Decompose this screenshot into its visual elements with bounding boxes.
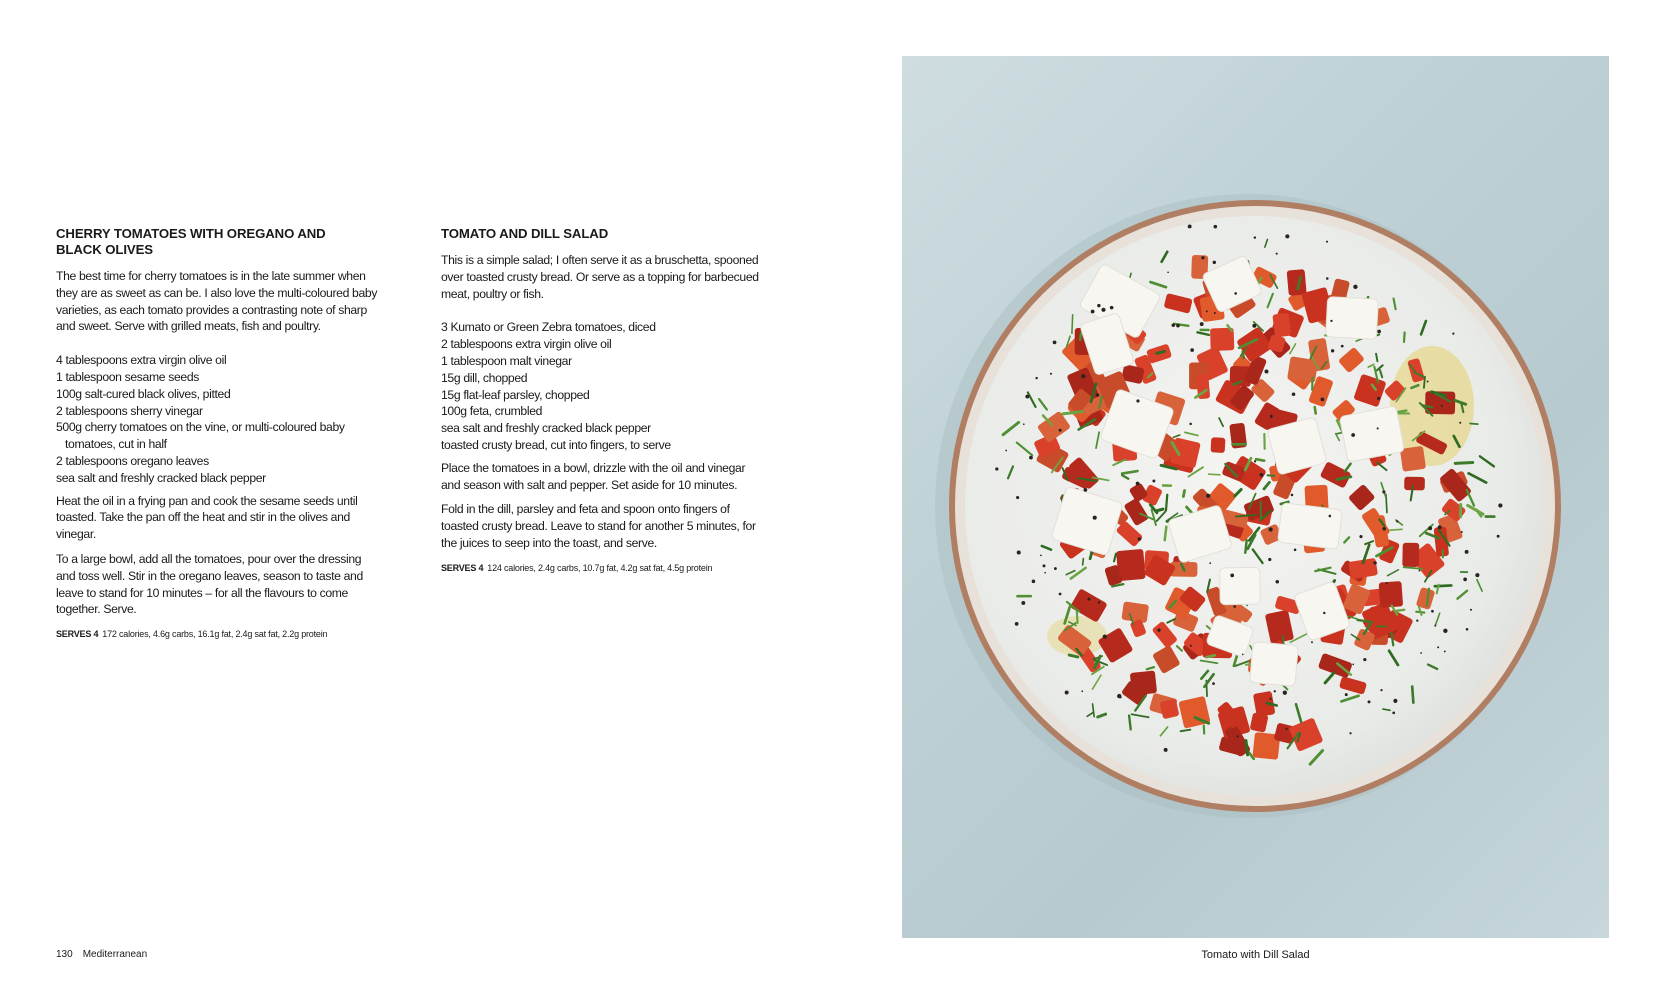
pepper-speck (1054, 567, 1057, 570)
pepper-speck (1189, 423, 1192, 426)
pepper-speck (1252, 324, 1256, 328)
pepper-speck (1416, 619, 1418, 621)
ingredient-item: 15g flat-leaf parsley, chopped (441, 387, 590, 402)
pepper-speck (1349, 732, 1351, 734)
pepper-speck (1368, 700, 1371, 703)
pepper-speck (1465, 550, 1469, 554)
page-number: 130 (56, 949, 73, 960)
pepper-speck (1188, 225, 1192, 229)
pepper-speck (1065, 691, 1069, 695)
pepper-speck (1419, 570, 1421, 572)
herb-leaf (1209, 474, 1220, 475)
ingredient-item: 2 tablespoons sherry vinegar (56, 403, 203, 418)
pepper-speck (1081, 374, 1085, 378)
pepper-speck (1443, 629, 1447, 633)
serves-label: SERVES 4 (441, 562, 484, 573)
pepper-speck (1396, 520, 1398, 522)
pepper-speck (1023, 423, 1025, 425)
pepper-speck (1213, 261, 1216, 264)
pepper-speck (1497, 535, 1500, 538)
pepper-speck (1209, 562, 1211, 564)
pepper-speck (1167, 271, 1169, 273)
method-step: To a large bowl, add all the tomatoes, pour over the dressing and toss well. Stir in the oregano leaves, season to taste and leave to stand for 10 minutes – for all the flavours to come together. Serve. (56, 551, 363, 617)
pepper-speck (1087, 598, 1090, 601)
pepper-speck (1466, 628, 1469, 631)
pepper-speck (1377, 397, 1380, 400)
pepper-speck (1260, 473, 1264, 477)
herb-leaf (1157, 351, 1165, 353)
ingredient-list (56, 352, 382, 486)
method-step: Place the tomatoes in a bowl, drizzle with the oil and vinegar and season with salt and pepper. Set aside for 10 minutes. (441, 460, 746, 492)
pepper-speck (1438, 525, 1442, 529)
pepper-speck (1463, 578, 1467, 582)
pepper-speck (1021, 601, 1025, 605)
recipe-title (441, 226, 767, 242)
pepper-speck (1294, 548, 1297, 551)
pepper-speck (1452, 332, 1454, 334)
ingredient-item: sea salt and freshly cracked black pepper (441, 421, 651, 436)
pepper-speck (1091, 310, 1095, 314)
pepper-speck (1040, 555, 1042, 557)
tomato-chunk (1211, 437, 1226, 453)
pepper-speck (1292, 392, 1296, 396)
tomato-chunk (1121, 601, 1149, 623)
pepper-speck (1265, 370, 1269, 374)
herb-leaf (1397, 610, 1404, 611)
pepper-speck (1470, 609, 1472, 611)
pepper-speck (1093, 516, 1097, 520)
pepper-speck (1242, 654, 1244, 656)
pepper-speck (1311, 641, 1313, 643)
pepper-speck (1025, 395, 1029, 399)
feta-piece (1220, 567, 1261, 604)
pepper-speck (1050, 373, 1052, 375)
pepper-speck (1321, 397, 1325, 401)
feta-piece (1250, 642, 1299, 687)
recipe-title-line-1: TOMATO AND DILL SALAD (441, 226, 609, 241)
pepper-speck (1285, 728, 1287, 730)
pepper-speck (1152, 480, 1155, 483)
pepper-speck (1377, 330, 1381, 334)
pepper-speck (1029, 456, 1033, 460)
pepper-speck (1435, 625, 1437, 627)
nutrition-info (441, 562, 767, 574)
pepper-speck (1096, 393, 1099, 396)
ingredient-item: 2 tablespoons oregano leaves (56, 453, 209, 468)
herb-leaf (1386, 494, 1387, 512)
pepper-speck (1330, 320, 1332, 322)
pepper-speck (1353, 285, 1357, 289)
pepper-speck (1393, 699, 1397, 703)
ingredient-item: 1 tablespoon malt vinegar (441, 353, 572, 368)
pepper-speck (1138, 537, 1142, 541)
pepper-speck (1176, 324, 1180, 328)
herb-leaf (1412, 687, 1413, 703)
herb-leaf (1207, 655, 1215, 657)
pepper-speck (1268, 558, 1271, 561)
pepper-speck (1386, 582, 1388, 584)
tomato-chunk (1400, 446, 1426, 472)
pepper-speck (1101, 308, 1105, 312)
ingredient-item: 1 tablespoon sesame seeds (56, 369, 200, 384)
pepper-speck (1427, 381, 1429, 383)
pepper-speck (1331, 349, 1334, 352)
salad-photo (902, 56, 1609, 938)
recipe-intro: This is a simple salad; I often serve it as a bruschetta, spooned over toasted crusty bread. Or serve as a topping for barbecued meat, poultry or fish. (441, 253, 759, 301)
feta-piece (1326, 297, 1379, 340)
herb-leaf (1129, 716, 1131, 730)
ingredient-item: 100g feta, crumbled (441, 404, 543, 419)
pepper-speck (1136, 399, 1139, 402)
herb-leaf (1455, 463, 1473, 464)
page-footer (56, 949, 147, 960)
pepper-speck (1461, 531, 1463, 533)
herb-leaf (1077, 611, 1078, 623)
herb-leaf (1246, 741, 1248, 755)
pepper-speck (1032, 580, 1036, 584)
nutrition-info (56, 628, 382, 640)
pepper-speck (1206, 494, 1210, 498)
pepper-speck (1428, 526, 1432, 530)
pepper-speck (1498, 503, 1502, 507)
pepper-speck (1164, 748, 1168, 752)
pepper-speck (1326, 241, 1328, 243)
recipe-title-line-2: BLACK OLIVES (56, 242, 153, 257)
feta-piece (1278, 503, 1343, 550)
pepper-speck (1269, 698, 1271, 700)
pepper-speck (1254, 460, 1256, 462)
pepper-speck (1341, 345, 1344, 348)
pepper-speck (1382, 490, 1385, 493)
pepper-speck (1351, 433, 1355, 437)
ingredient-item: 4 tablespoons extra virgin olive oil (56, 353, 227, 368)
herb-leaf (1069, 655, 1078, 657)
tomato-chunk (1402, 543, 1419, 567)
photo-caption: Tomato with Dill Salad (1201, 949, 1310, 961)
herb-leaf (1424, 377, 1425, 388)
herb-leaf (1256, 459, 1264, 460)
pepper-speck (1059, 593, 1062, 596)
recipe-tomato-dill-salad (441, 226, 767, 574)
ingredient-item: sea salt and freshly cracked black pepper (56, 470, 266, 485)
pepper-speck (1214, 312, 1216, 314)
pepper-speck (1283, 691, 1287, 695)
pepper-speck (1097, 304, 1100, 307)
pepper-speck (1016, 496, 1019, 499)
pepper-speck (1444, 650, 1446, 652)
method-step: Heat the oil in a frying pan and cook the sesame seeds until toasted. Take the pan off the heat and stir in the olives and vinegar. (56, 493, 358, 542)
pepper-speck (1475, 573, 1479, 577)
recipe-title (56, 226, 382, 258)
pepper-speck (1044, 572, 1046, 574)
pepper-speck (1380, 689, 1382, 691)
pepper-speck (1157, 628, 1160, 631)
pepper-speck (1117, 694, 1121, 698)
recipe-cherry-tomatoes (56, 226, 382, 640)
ingredient-item: 3 Kumato or Green Zebra tomatoes, diced (441, 320, 656, 335)
pepper-speck (1392, 711, 1395, 714)
pepper-speck (1274, 690, 1276, 692)
pepper-speck (1431, 610, 1434, 613)
pepper-speck (1323, 612, 1325, 614)
pepper-speck (1136, 482, 1140, 486)
pepper-speck (1437, 646, 1439, 648)
herb-leaf (1315, 407, 1316, 413)
pepper-speck (1420, 652, 1422, 654)
pepper-speck (1081, 690, 1083, 692)
pepper-speck (1373, 561, 1376, 564)
herb-leaf (1166, 495, 1167, 511)
pepper-speck (1005, 450, 1007, 452)
pepper-speck (1329, 515, 1332, 518)
pepper-speck (1053, 340, 1057, 344)
ingredient-item: 2 tablespoons extra virgin olive oil (441, 337, 612, 352)
herb-leaf (1080, 333, 1081, 339)
pepper-speck (1190, 645, 1192, 647)
nutrition-values: 124 calories, 2.4g carbs, 10.7g fat, 4.2g sat fat, 4.5g protein (487, 562, 713, 573)
pepper-speck (1098, 601, 1100, 603)
pepper-speck (1035, 377, 1037, 379)
pepper-speck (1234, 292, 1237, 295)
ingredient-item: toasted crusty bread, cut into fingers, to serve (441, 437, 671, 452)
pepper-speck (1345, 693, 1348, 696)
tomato-chunk (1404, 477, 1425, 491)
pepper-speck (1201, 256, 1204, 259)
pepper-speck (1377, 427, 1379, 429)
pepper-speck (1291, 494, 1294, 497)
herb-leaf (1243, 352, 1244, 358)
pepper-speck (1230, 574, 1234, 578)
pepper-speck (1017, 551, 1021, 555)
herb-leaf (1261, 502, 1262, 519)
recipe-title-line-1: CHERRY TOMATOES WITH OREGANO AND (56, 226, 326, 241)
herb-leaf (1083, 558, 1084, 564)
pepper-speck (1441, 405, 1443, 407)
tomato-chunk (1287, 269, 1307, 296)
ingredient-item: 100g salt-cured black olives, pitted (56, 386, 231, 401)
herb-leaf (1390, 529, 1402, 530)
pepper-speck (1275, 580, 1279, 584)
nutrition-values: 172 calories, 4.6g carbs, 16.1g fat, 2.4g sat fat, 2.2g protein (102, 629, 328, 640)
pepper-speck (1352, 664, 1354, 666)
pepper-speck (1103, 635, 1107, 639)
pepper-speck (1459, 422, 1461, 424)
salad-illustration (902, 56, 1609, 938)
pepper-speck (1270, 415, 1273, 418)
pepper-speck (1237, 735, 1239, 737)
pepper-speck (1200, 322, 1204, 326)
ingredient-list (441, 319, 767, 453)
herb-leaf (1245, 540, 1246, 553)
herb-leaf (1072, 315, 1073, 334)
pepper-speck (1059, 429, 1062, 432)
pepper-speck (1110, 306, 1114, 310)
pepper-speck (1172, 323, 1175, 326)
herb-leaf (1165, 527, 1167, 540)
tomato-chunk (1379, 581, 1404, 608)
pepper-speck (1043, 564, 1046, 567)
herb-leaf (1376, 354, 1377, 362)
pepper-speck (1254, 236, 1256, 238)
pepper-speck (1363, 658, 1366, 661)
herb-leaf (1470, 424, 1478, 425)
tomato-chunk (1130, 670, 1157, 695)
ingredient-item: 15g dill, chopped (441, 370, 528, 385)
pepper-speck (1382, 527, 1386, 531)
pepper-speck (1206, 310, 1208, 312)
pepper-speck (995, 467, 998, 470)
pepper-speck (1269, 527, 1273, 531)
pepper-speck (1212, 682, 1215, 685)
pepper-speck (1233, 605, 1236, 608)
pepper-speck (1276, 253, 1278, 255)
herb-leaf (1398, 411, 1407, 413)
serves-label: SERVES 4 (56, 629, 99, 640)
section-name: Mediterranean (82, 949, 148, 960)
pepper-speck (1015, 622, 1019, 626)
pepper-speck (1359, 535, 1362, 538)
ingredient-item: 500g cherry tomatoes on the vine, or multi-coloured baby tomatoes, cut in half (56, 420, 345, 452)
recipe-intro: The best time for cherry tomatoes is in the late summer when they are as sweet as can be. I also love the multi-coloured baby varieties, as each tomato provides a contrasting note of sharp and sweet. Serve with grilled meats, fish and poultry. (56, 269, 378, 334)
herb-leaf (1156, 509, 1163, 511)
herb-leaf (1183, 490, 1184, 496)
pepper-speck (1326, 277, 1329, 280)
pepper-speck (1084, 488, 1088, 492)
pepper-speck (1285, 234, 1289, 238)
pepper-speck (1214, 225, 1218, 229)
pepper-speck (1190, 348, 1194, 352)
method-step: Fold in the dill, parsley and feta and spoon onto fingers of toasted crusty bread. Leave to stand for another 5 minutes, for the juices to seep into the toast, and serve. (441, 502, 756, 550)
tomato-chunk (1272, 313, 1291, 338)
herb-leaf (1404, 332, 1405, 341)
